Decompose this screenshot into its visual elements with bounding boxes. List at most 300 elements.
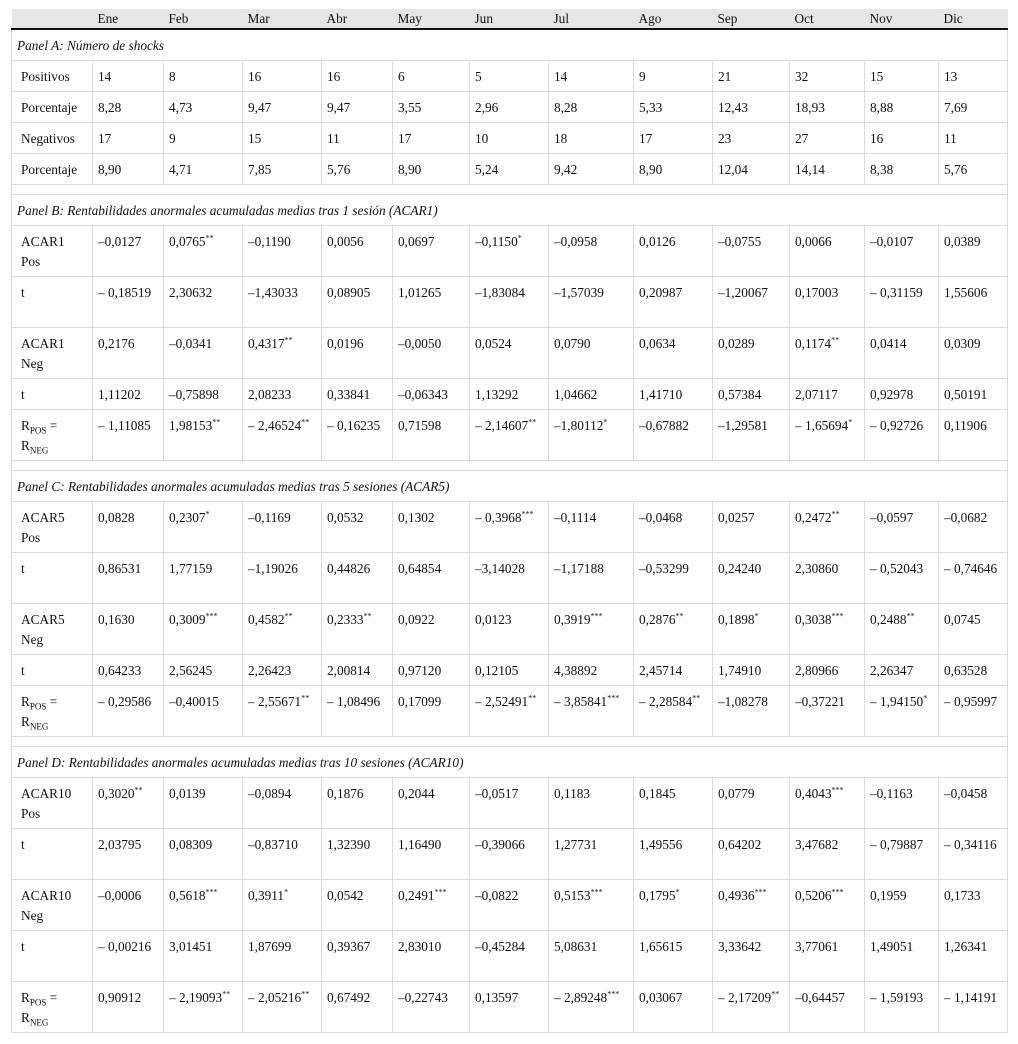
value-cell xyxy=(713,154,790,185)
cell-value: 0,20987 xyxy=(639,285,683,300)
month-header: Ago xyxy=(634,9,713,29)
cell-value: 0,08905 xyxy=(327,285,371,300)
cell-value: –0,0050 xyxy=(398,336,442,351)
value-cell xyxy=(634,277,713,328)
value-cell xyxy=(243,92,322,123)
value-cell xyxy=(634,604,713,655)
value-cell xyxy=(865,379,939,410)
value-cell xyxy=(243,61,322,92)
significance-mark: *** xyxy=(521,509,534,519)
value-cell xyxy=(790,502,865,553)
significance-mark: ** xyxy=(212,417,221,427)
cell-value: 7,69 xyxy=(944,100,968,115)
cell-value: 0,0257 xyxy=(718,510,755,525)
cell-value: 0,39367 xyxy=(327,939,371,954)
value-cell xyxy=(470,410,549,461)
results-table xyxy=(11,9,1008,1033)
cell-value: 0,24240 xyxy=(718,561,762,576)
significance-mark: *** xyxy=(434,887,447,897)
significance-mark: *** xyxy=(831,887,844,897)
cell-value: –0,64457 xyxy=(795,990,845,1005)
value-cell xyxy=(470,379,549,410)
cell-value: – 0,52043 xyxy=(870,561,924,576)
value-cell xyxy=(470,931,549,982)
significance-mark: ** xyxy=(528,417,537,427)
cell-value: – 0,18519 xyxy=(98,285,152,300)
value-cell xyxy=(939,604,1008,655)
cell-value: 8,90 xyxy=(639,162,663,177)
cell-value: 1,65615 xyxy=(639,939,683,954)
value-cell xyxy=(865,553,939,604)
value-cell xyxy=(865,829,939,880)
value-cell xyxy=(93,277,164,328)
cell-value: 0,3020 xyxy=(98,786,135,801)
significance-mark: ** xyxy=(675,611,684,621)
table-body xyxy=(12,29,1008,1033)
value-cell xyxy=(634,931,713,982)
cell-value: 1,77159 xyxy=(169,561,213,576)
table-row xyxy=(12,61,1008,92)
value-cell xyxy=(393,277,470,328)
cell-value: –0,37221 xyxy=(795,694,845,709)
cell-value: 0,11906 xyxy=(944,418,987,433)
cell-value: 4,73 xyxy=(169,100,193,115)
table-row xyxy=(12,655,1008,686)
cell-value: –0,0822 xyxy=(475,888,519,903)
cell-value: 0,97120 xyxy=(398,663,442,678)
value-cell xyxy=(713,123,790,154)
value-cell xyxy=(549,226,634,277)
cell-value: 1,27731 xyxy=(554,837,598,852)
cell-value: – 0,92726 xyxy=(870,418,924,433)
cell-value: 0,0779 xyxy=(718,786,755,801)
cell-value: 0,17003 xyxy=(795,285,839,300)
cell-value: 17 xyxy=(639,131,653,146)
cell-value: 5,08631 xyxy=(554,939,598,954)
cell-value: – 0,95997 xyxy=(944,694,998,709)
cell-value: 0,0056 xyxy=(327,234,364,249)
significance-mark: ** xyxy=(301,417,310,427)
cell-value: – 3,85841 xyxy=(554,694,608,709)
value-cell xyxy=(393,778,470,829)
value-cell xyxy=(164,553,243,604)
value-cell xyxy=(322,277,393,328)
cell-value: 10 xyxy=(475,131,489,146)
cell-value: – 0,79887 xyxy=(870,837,924,852)
value-cell xyxy=(634,553,713,604)
cell-value: – 2,55671 xyxy=(248,694,302,709)
cell-value: 0,1795 xyxy=(639,888,676,903)
cell-value: 0,57384 xyxy=(718,387,762,402)
value-cell xyxy=(470,553,549,604)
cell-value: 8,90 xyxy=(98,162,122,177)
value-cell xyxy=(939,410,1008,461)
value-cell xyxy=(713,686,790,737)
cell-value: 0,1733 xyxy=(944,888,981,903)
cell-value: –0,22743 xyxy=(398,990,448,1005)
cell-value: –0,45284 xyxy=(475,939,525,954)
panel-title-row xyxy=(12,471,1008,502)
panel-title-row xyxy=(12,747,1008,778)
value-cell xyxy=(322,880,393,931)
cell-value: 5,76 xyxy=(944,162,968,177)
value-cell xyxy=(790,328,865,379)
value-cell xyxy=(322,92,393,123)
cell-value: – 1,08496 xyxy=(327,694,381,709)
table-row xyxy=(12,379,1008,410)
cell-value: 0,2876 xyxy=(639,612,676,627)
value-cell xyxy=(634,154,713,185)
cell-value: – 2,05216 xyxy=(248,990,302,1005)
value-cell xyxy=(164,154,243,185)
value-cell xyxy=(93,982,164,1033)
value-cell xyxy=(634,982,713,1033)
value-cell xyxy=(549,154,634,185)
cell-value: 0,4043 xyxy=(795,786,832,801)
cell-value: 5,33 xyxy=(639,100,663,115)
value-cell xyxy=(790,931,865,982)
value-cell xyxy=(939,982,1008,1033)
value-cell xyxy=(93,931,164,982)
value-cell xyxy=(939,502,1008,553)
value-cell xyxy=(470,61,549,92)
cell-value: 0,3009 xyxy=(169,612,206,627)
cell-value: 5 xyxy=(475,69,482,84)
cell-value: 18 xyxy=(554,131,568,146)
month-header: Dic xyxy=(939,9,1008,29)
value-cell xyxy=(243,686,322,737)
value-cell xyxy=(393,154,470,185)
cell-value: 8,28 xyxy=(98,100,122,115)
table-row xyxy=(12,123,1008,154)
value-cell xyxy=(393,931,470,982)
panel-title: Panel C: Rentabilidades anormales acumuladas medias tras 5 sesiones (ACAR5) xyxy=(12,471,1008,502)
cell-value: 2,08233 xyxy=(248,387,292,402)
cell-value: 1,55606 xyxy=(944,285,988,300)
cell-value: –0,0755 xyxy=(718,234,762,249)
significance-mark: * xyxy=(205,509,210,519)
cell-value: 18,93 xyxy=(795,100,825,115)
significance-mark: ** xyxy=(771,989,780,999)
value-cell xyxy=(549,686,634,737)
cell-value: –0,0468 xyxy=(639,510,683,525)
cell-value: –1,17188 xyxy=(554,561,604,576)
value-cell xyxy=(322,154,393,185)
value-cell xyxy=(865,226,939,277)
cell-value: 0,0634 xyxy=(639,336,676,351)
value-cell xyxy=(549,829,634,880)
cell-value: 1,87699 xyxy=(248,939,292,954)
value-cell xyxy=(164,410,243,461)
value-cell xyxy=(790,410,865,461)
value-cell xyxy=(549,778,634,829)
value-cell xyxy=(790,686,865,737)
cell-value: –0,39066 xyxy=(475,837,525,852)
value-cell xyxy=(164,92,243,123)
cell-value: 0,2472 xyxy=(795,510,832,525)
value-cell xyxy=(713,277,790,328)
cell-value: –0,67882 xyxy=(639,418,689,433)
value-cell xyxy=(243,604,322,655)
cell-value: 8,38 xyxy=(870,162,894,177)
panel-separator xyxy=(12,737,1008,747)
value-cell xyxy=(164,502,243,553)
cell-value: 0,17099 xyxy=(398,694,442,709)
month-header: May xyxy=(393,9,470,29)
value-cell xyxy=(243,410,322,461)
month-header: Mar xyxy=(243,9,322,29)
cell-value: 1,74910 xyxy=(718,663,762,678)
value-cell xyxy=(470,778,549,829)
cell-value: – 2,14607 xyxy=(475,418,529,433)
cell-value: – 0,34116 xyxy=(944,837,997,852)
significance-mark: * xyxy=(754,611,759,621)
cell-value: –1,20067 xyxy=(718,285,768,300)
cell-value: 0,1302 xyxy=(398,510,435,525)
value-cell xyxy=(939,931,1008,982)
cell-value: –0,0458 xyxy=(944,786,988,801)
value-cell xyxy=(164,880,243,931)
table-row xyxy=(12,154,1008,185)
cell-value: 1,98153 xyxy=(169,418,213,433)
value-cell xyxy=(713,92,790,123)
value-cell xyxy=(93,61,164,92)
cell-value: 0,13597 xyxy=(475,990,519,1005)
cell-value: 0,71598 xyxy=(398,418,442,433)
cell-value: 0,2488 xyxy=(870,612,907,627)
value-cell xyxy=(939,92,1008,123)
value-cell xyxy=(865,502,939,553)
cell-value: 0,67492 xyxy=(327,990,371,1005)
cell-value: 2,26423 xyxy=(248,663,292,678)
cell-value: 21 xyxy=(718,69,732,84)
value-cell xyxy=(865,604,939,655)
panel-title-row xyxy=(12,195,1008,226)
value-cell xyxy=(549,604,634,655)
value-cell xyxy=(865,277,939,328)
cell-value: 3,01451 xyxy=(169,939,213,954)
value-cell xyxy=(939,655,1008,686)
value-cell xyxy=(164,61,243,92)
value-cell xyxy=(322,226,393,277)
row-label: ACAR1 Neg xyxy=(12,328,93,379)
cell-value: 15 xyxy=(248,131,262,146)
value-cell xyxy=(243,880,322,931)
value-cell xyxy=(713,829,790,880)
cell-value: 6 xyxy=(398,69,405,84)
cell-value: 17 xyxy=(398,131,412,146)
table-row xyxy=(12,982,1008,1033)
cell-value: 16 xyxy=(248,69,262,84)
cell-value: –1,83084 xyxy=(475,285,525,300)
value-cell xyxy=(790,92,865,123)
cell-value: 3,77061 xyxy=(795,939,839,954)
cell-value: –0,1190 xyxy=(248,234,291,249)
month-header: Jun xyxy=(470,9,549,29)
value-cell xyxy=(790,553,865,604)
significance-mark: ** xyxy=(301,989,310,999)
value-cell xyxy=(322,123,393,154)
cell-value: 0,0289 xyxy=(718,336,755,351)
value-cell xyxy=(634,502,713,553)
value-cell xyxy=(322,655,393,686)
cell-value: 1,26341 xyxy=(944,939,988,954)
header-corner xyxy=(12,9,93,29)
cell-value: 13 xyxy=(944,69,958,84)
value-cell xyxy=(93,123,164,154)
value-cell xyxy=(164,829,243,880)
significance-mark: ** xyxy=(692,693,701,703)
cell-value: 0,64202 xyxy=(718,837,762,852)
cell-value: 3,47682 xyxy=(795,837,839,852)
cell-value: 2,80966 xyxy=(795,663,839,678)
cell-value: 8,90 xyxy=(398,162,422,177)
value-cell xyxy=(93,829,164,880)
value-cell xyxy=(549,502,634,553)
cell-value: 1,16490 xyxy=(398,837,442,852)
significance-mark: ** xyxy=(363,611,372,621)
cell-value: 0,12105 xyxy=(475,663,519,678)
cell-value: 17 xyxy=(98,131,112,146)
cell-value: 27 xyxy=(795,131,809,146)
value-cell xyxy=(470,604,549,655)
value-cell xyxy=(865,154,939,185)
value-cell xyxy=(634,61,713,92)
value-cell xyxy=(470,226,549,277)
value-cell xyxy=(470,686,549,737)
cell-value: –0,0894 xyxy=(248,786,292,801)
cell-value: 14,14 xyxy=(795,162,825,177)
value-cell xyxy=(634,226,713,277)
value-cell xyxy=(549,410,634,461)
cell-value: 0,3911 xyxy=(248,888,285,903)
value-cell xyxy=(393,655,470,686)
value-cell xyxy=(939,778,1008,829)
cell-value: 2,56245 xyxy=(169,663,213,678)
row-label: $R_{POS} = R_{NEG}$ xyxy=(12,982,93,1033)
panel-title: Panel B: Rentabilidades anormales acumuladas medias tras 1 sesión (ACAR1) xyxy=(12,195,1008,226)
value-cell xyxy=(93,92,164,123)
value-cell xyxy=(322,328,393,379)
cell-value: 1,41710 xyxy=(639,387,683,402)
cell-value: – 2,46524 xyxy=(248,418,302,433)
row-label: ACAR5 Pos xyxy=(12,502,93,553)
value-cell xyxy=(322,61,393,92)
cell-value: 0,1876 xyxy=(327,786,364,801)
value-cell xyxy=(243,277,322,328)
value-cell xyxy=(713,502,790,553)
cell-value: 0,3919 xyxy=(554,612,591,627)
table-row xyxy=(12,226,1008,277)
row-label: Positivos xyxy=(12,61,93,92)
value-cell xyxy=(549,123,634,154)
table-row xyxy=(12,778,1008,829)
value-cell xyxy=(322,778,393,829)
cell-value: – 1,94150 xyxy=(870,694,924,709)
cell-value: 1,04662 xyxy=(554,387,598,402)
cell-value: – 0,29586 xyxy=(98,694,152,709)
value-cell xyxy=(93,502,164,553)
value-cell xyxy=(164,226,243,277)
value-cell xyxy=(164,686,243,737)
value-cell xyxy=(939,328,1008,379)
cell-value: 3,33642 xyxy=(718,939,762,954)
value-cell xyxy=(549,553,634,604)
value-cell xyxy=(470,502,549,553)
value-cell xyxy=(393,829,470,880)
table-row xyxy=(12,328,1008,379)
value-cell xyxy=(164,604,243,655)
value-cell xyxy=(470,655,549,686)
value-cell xyxy=(164,778,243,829)
cell-value: – 2,17209 xyxy=(718,990,772,1005)
cell-value: –3,14028 xyxy=(475,561,525,576)
value-cell xyxy=(790,379,865,410)
value-cell xyxy=(790,154,865,185)
value-cell xyxy=(393,328,470,379)
significance-mark: *** xyxy=(590,887,603,897)
significance-mark: * xyxy=(848,417,853,427)
cell-value: 4,71 xyxy=(169,162,193,177)
value-cell xyxy=(322,931,393,982)
cell-value: 7,85 xyxy=(248,162,272,177)
cell-value: 1,13292 xyxy=(475,387,519,402)
cell-value: 0,1898 xyxy=(718,612,755,627)
value-cell xyxy=(790,226,865,277)
cell-value: 0,1630 xyxy=(98,612,135,627)
cell-value: –0,75898 xyxy=(169,387,219,402)
table-row xyxy=(12,553,1008,604)
row-label: t xyxy=(12,931,93,982)
value-cell xyxy=(93,686,164,737)
cell-value: – 2,19093 xyxy=(169,990,223,1005)
month-header: Oct xyxy=(790,9,865,29)
cell-value: 11 xyxy=(944,131,957,146)
cell-value: 0,2491 xyxy=(398,888,435,903)
value-cell xyxy=(470,92,549,123)
value-cell xyxy=(939,379,1008,410)
month-header: Nov xyxy=(865,9,939,29)
significance-mark: ** xyxy=(301,693,310,703)
value-cell xyxy=(634,328,713,379)
cell-value: 1,11202 xyxy=(98,387,141,402)
row-label: $R_{POS} = R_{NEG}$ xyxy=(12,410,93,461)
cell-value: –0,1169 xyxy=(248,510,291,525)
cell-value: 16 xyxy=(870,131,884,146)
value-cell xyxy=(322,502,393,553)
row-label: $R_{POS} = R_{NEG}$ xyxy=(12,686,93,737)
cell-value: 2,00814 xyxy=(327,663,371,678)
significance-mark: * xyxy=(284,887,289,897)
value-cell xyxy=(470,982,549,1033)
value-cell xyxy=(470,277,549,328)
separator-cell xyxy=(12,737,1008,747)
cell-value: –1,43033 xyxy=(248,285,298,300)
cell-value: 12,04 xyxy=(718,162,748,177)
value-cell xyxy=(549,655,634,686)
cell-value: 2,07117 xyxy=(795,387,838,402)
table-row xyxy=(12,92,1008,123)
cell-value: 3,55 xyxy=(398,100,422,115)
separator-cell xyxy=(12,185,1008,195)
cell-value: 0,0123 xyxy=(475,612,512,627)
row-label: t xyxy=(12,655,93,686)
value-cell xyxy=(164,982,243,1033)
cell-value: –1,19026 xyxy=(248,561,298,576)
value-cell xyxy=(393,604,470,655)
value-cell xyxy=(549,277,634,328)
significance-mark: * xyxy=(923,693,928,703)
